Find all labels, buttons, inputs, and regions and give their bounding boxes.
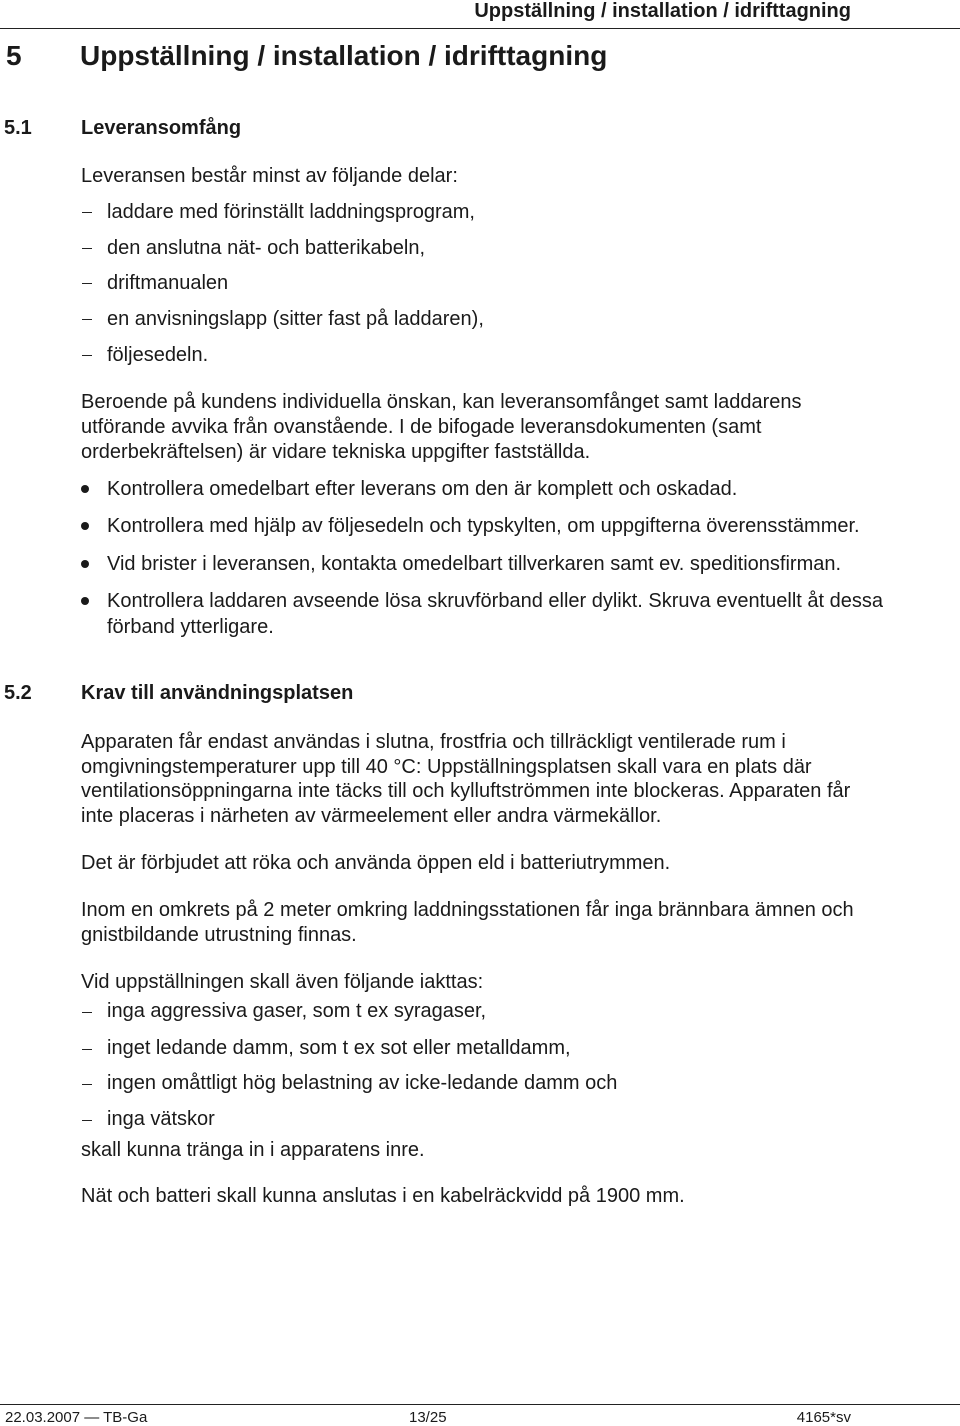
- paragraph-line: utförande avvika från ovanstående. I de bifogade leveransdokumenten (samt: [81, 416, 762, 438]
- bullet-item: Kontrollera omedelbart efter leverans om den är komplett och oskadad.: [107, 478, 738, 500]
- list-item: inga aggressiva gaser, som t ex syragaser,: [107, 1000, 487, 1022]
- list-item: driftmanualen: [107, 272, 229, 294]
- bullet-item: Kontrollera laddaren avseende lösa skruvförband eller dylikt. Skruva eventuellt åt dessa: [107, 590, 883, 612]
- list-item: följesedeln.: [107, 344, 209, 366]
- list-item: den anslutna nät- och batterikabeln,: [107, 237, 425, 259]
- section-title: Krav till användningsplatsen: [81, 682, 354, 704]
- paragraph-line: Inom en omkrets på 2 meter omkring laddningsstationen får inga brännbara ämnen och: [81, 899, 854, 921]
- paragraph-line: Apparaten får endast användas i slutna, frostfria och tillräckligt ventilerade rum i: [81, 731, 786, 753]
- chapter-title: Uppställning / installation / idrifttagning: [80, 40, 608, 71]
- list-item: laddare med förinställt laddningsprogram,: [107, 201, 475, 223]
- list-dash: [82, 212, 92, 213]
- list-dash: [82, 1120, 92, 1121]
- footer-date-author: 22.03.2007 — TB-Ga: [5, 1409, 148, 1426]
- list-dash: [82, 319, 92, 320]
- list-dash: [82, 1012, 92, 1013]
- footer-document-id: 4165*sv: [796, 1409, 851, 1426]
- list-item: inga vätskor: [107, 1108, 215, 1130]
- header-rule: [0, 28, 960, 29]
- paragraph-line: orderbekräftelsen) är vidare tekniska uppgifter fastställda.: [81, 441, 591, 463]
- bullet-item: Kontrollera med hjälp av följesedeln och typskylten, om uppgifterna överensstämmer.: [107, 515, 860, 537]
- section-number: 5.1: [4, 117, 32, 139]
- paragraph-line: Beroende på kundens individuella önskan, kan leveransomfånget samt laddarens: [81, 391, 802, 413]
- paragraph: Nät och batteri skall kunna anslutas i en kabelräckvidd på 1900 mm.: [81, 1185, 685, 1207]
- list-dash: [82, 1049, 92, 1050]
- section-title: Leveransomfång: [81, 117, 242, 139]
- bullet-dot: [81, 597, 89, 605]
- bullet-item: Vid brister i leveransen, kontakta omedelbart tillverkaren samt ev. speditionsfirman.: [107, 553, 842, 575]
- footer-rule: [0, 1404, 960, 1405]
- list-item: inget ledande damm, som t ex sot eller metalldamm,: [107, 1037, 571, 1059]
- paragraph: skall kunna tränga in i apparatens inre.: [81, 1139, 425, 1161]
- footer-page-number: 13/25: [409, 1409, 447, 1426]
- paragraph-line: omgivningstemperaturer upp till 40 °C: Uppställningsplatsen skall vara en plats där: [81, 756, 812, 778]
- list-item: en anvisningslapp (sitter fast på laddaren),: [107, 308, 484, 330]
- list-dash: [82, 283, 92, 284]
- bullet-dot: [81, 522, 89, 530]
- section-number: 5.2: [4, 682, 32, 704]
- running-header: Uppställning / installation / idrifttagning: [474, 0, 851, 22]
- section-intro: Leveransen består minst av följande delar:: [81, 165, 458, 187]
- bullet-continuation: förband ytterligare.: [107, 616, 274, 638]
- bullet-dot: [81, 485, 89, 493]
- paragraph: Det är förbjudet att röka och använda öppen eld i batteriutrymmen.: [81, 852, 671, 874]
- list-dash: [82, 355, 92, 356]
- paragraph-line: ventilationsöppningarna inte täcks till och kylluftströmmen inte blockeras. Apparaten får: [81, 780, 851, 802]
- paragraph: Vid uppställningen skall även följande iakttas:: [81, 971, 484, 993]
- chapter-number: 5: [6, 40, 22, 71]
- paragraph-line: inte placeras i närheten av värmeelement eller andra värmekällor.: [81, 805, 662, 827]
- list-dash: [82, 248, 92, 249]
- list-dash: [82, 1084, 92, 1085]
- paragraph-line: gnistbildande utrustning finnas.: [81, 924, 357, 946]
- bullet-dot: [81, 560, 89, 568]
- list-item: ingen omåttligt hög belastning av icke-ledande damm och: [107, 1072, 618, 1094]
